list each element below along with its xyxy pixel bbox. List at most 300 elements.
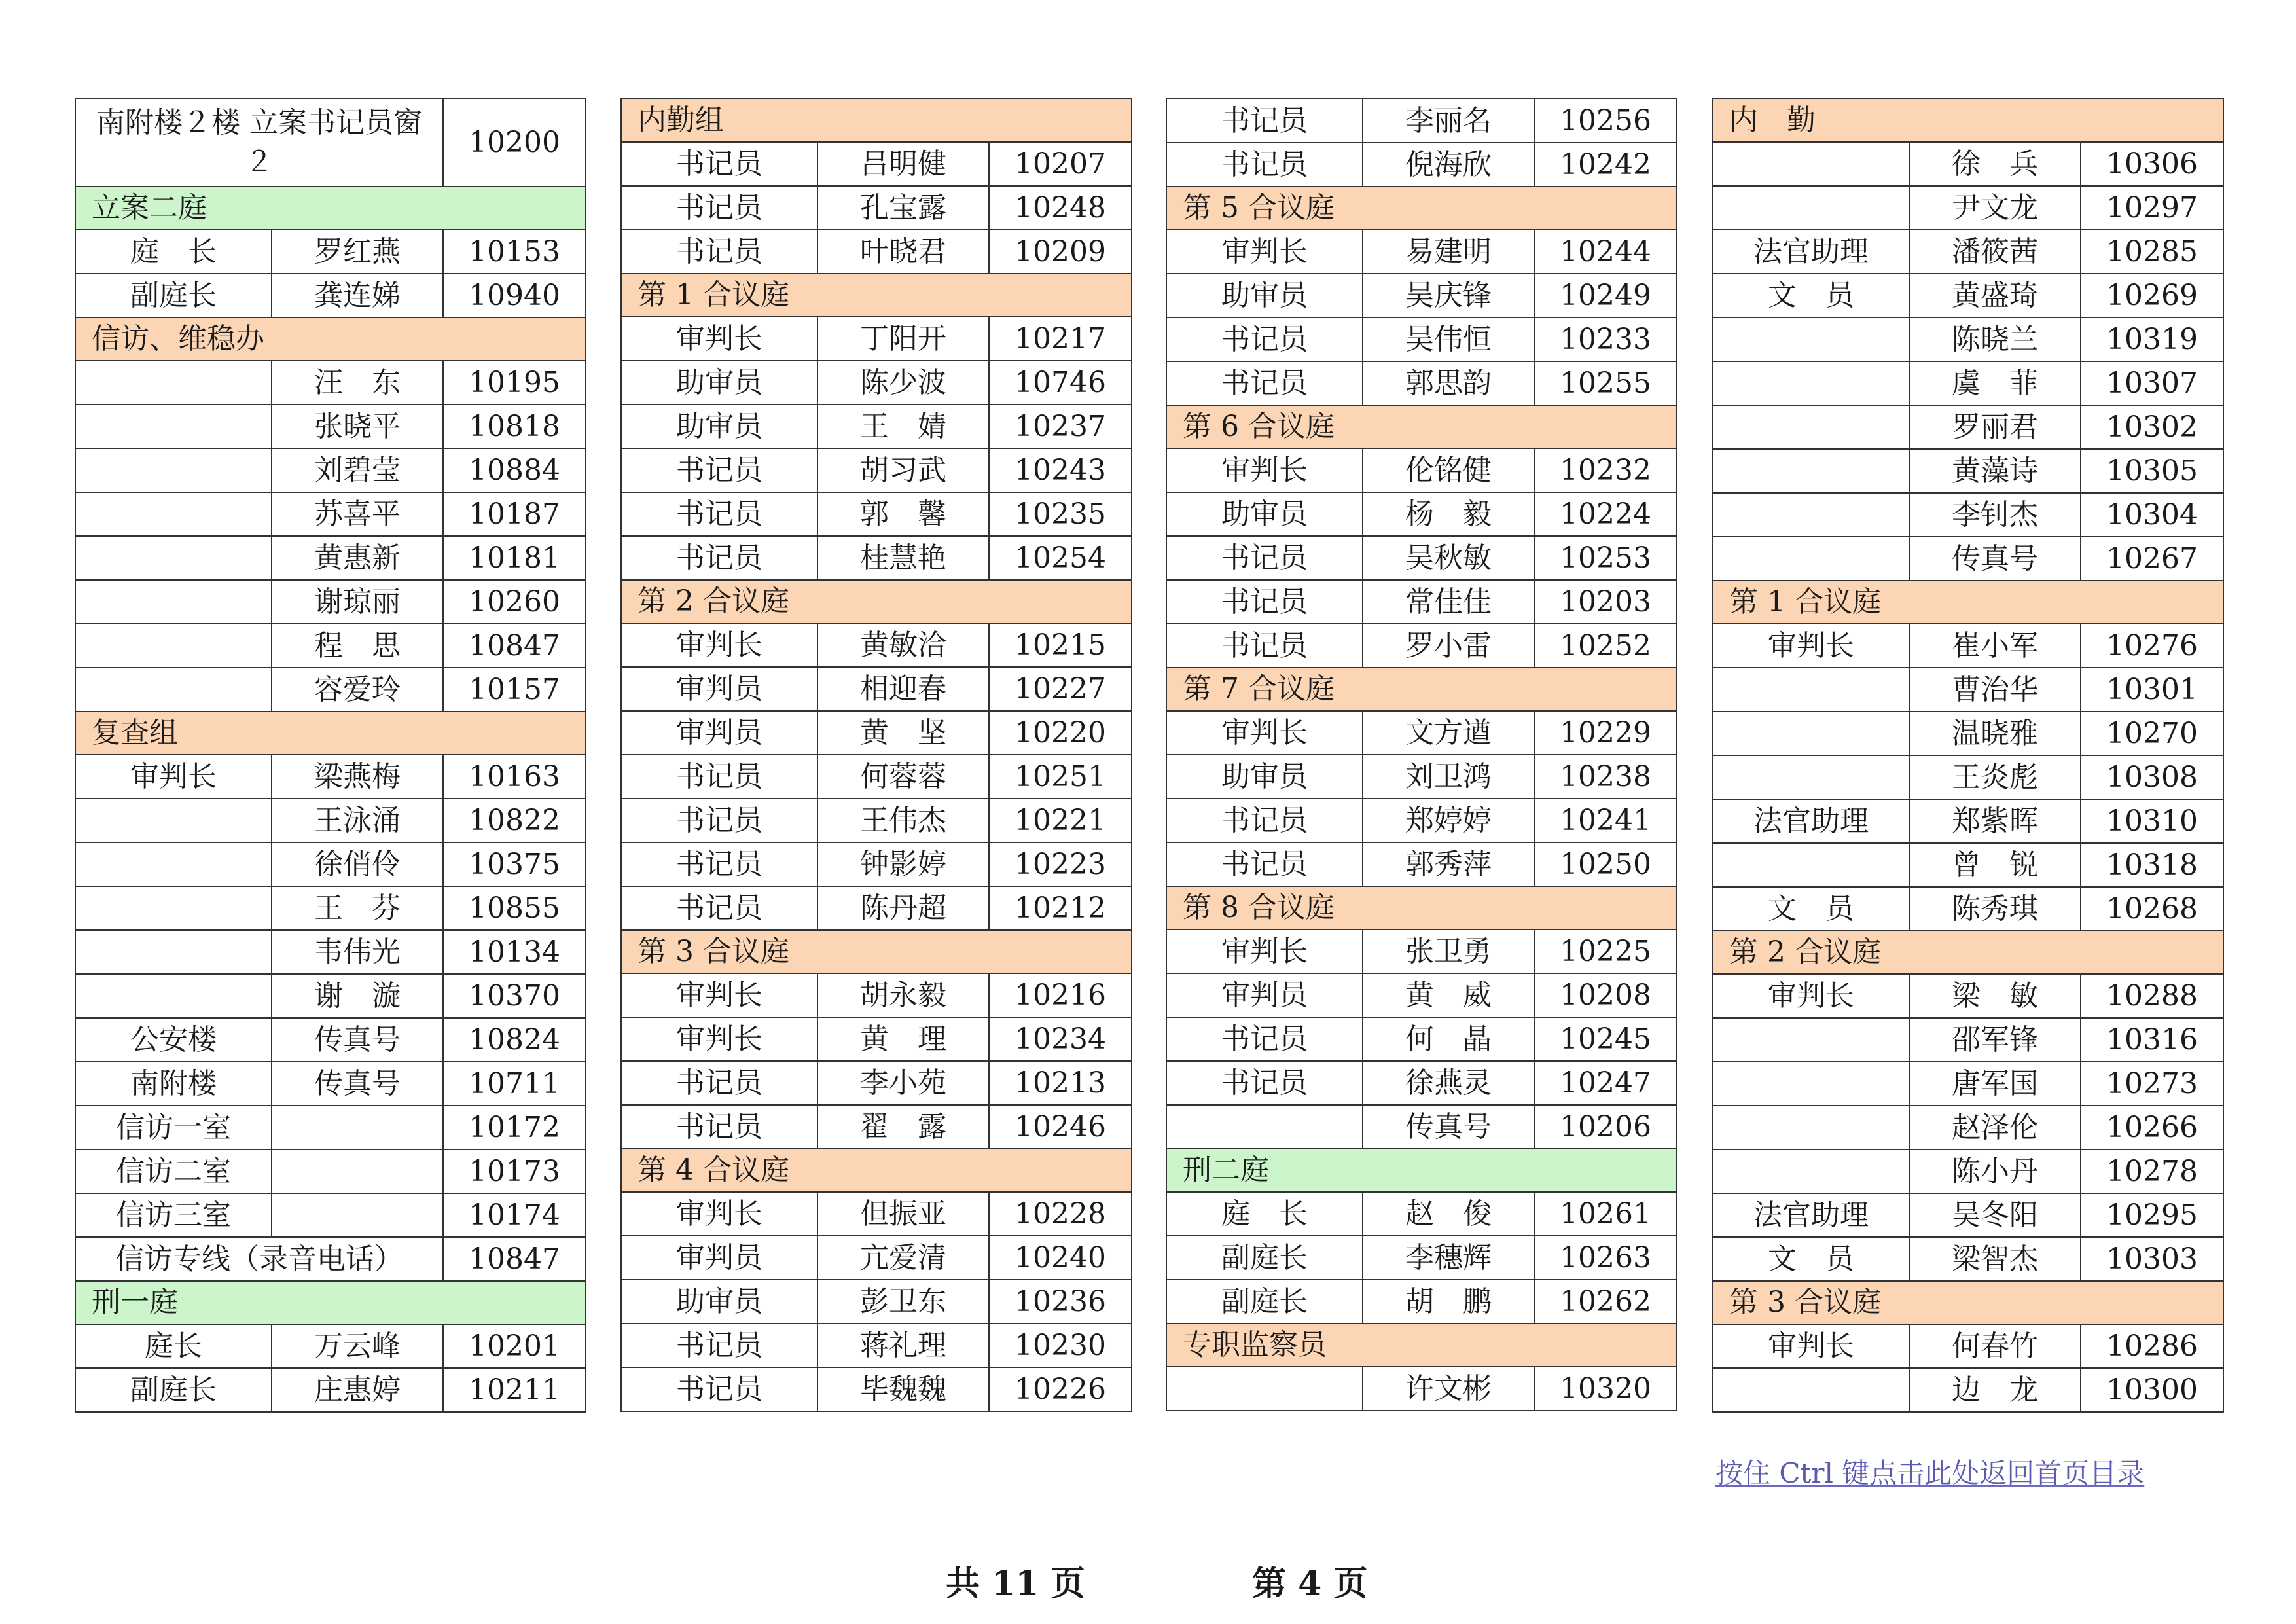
directory-row xyxy=(1166,1367,1677,1411)
directory-row xyxy=(621,230,1132,274)
directory-row xyxy=(1166,973,1677,1017)
directory-row xyxy=(1166,274,1677,317)
role-cell: 书记员 xyxy=(621,755,817,799)
extension-cell: 10200 xyxy=(443,99,586,187)
role-cell: 书记员 xyxy=(621,1061,817,1105)
name-cell: 梁智杰 xyxy=(1909,1237,2081,1281)
name-cell: 郭秀萍 xyxy=(1363,842,1534,886)
section-header-row xyxy=(75,1281,586,1324)
extension-cell: 10229 xyxy=(1534,711,1677,755)
directory-row xyxy=(1166,143,1677,187)
directory-row xyxy=(1166,1236,1677,1280)
directory-row xyxy=(1166,230,1677,274)
extension-cell: 10242 xyxy=(1534,143,1677,187)
role-cell: 信访二室 xyxy=(75,1149,272,1193)
directory-row xyxy=(75,842,586,886)
role-cell xyxy=(75,886,272,930)
extension-cell: 10244 xyxy=(1534,230,1677,274)
role-cell: 书记员 xyxy=(621,536,817,580)
name-cell: 黄 坚 xyxy=(817,711,989,755)
extension-cell: 10217 xyxy=(989,317,1132,361)
name-cell: 容爱玲 xyxy=(272,668,443,712)
name-cell: 伦铭健 xyxy=(1363,448,1534,492)
name-cell: 叶晓君 xyxy=(817,230,989,274)
section-header: 第 8 合议庭 xyxy=(1166,886,1677,929)
role-cell: 副庭长 xyxy=(75,1368,272,1412)
role-cell: 书记员 xyxy=(621,142,817,186)
extension-cell: 10243 xyxy=(989,448,1132,492)
extension-cell: 10278 xyxy=(2081,1149,2223,1193)
extension-cell: 10173 xyxy=(443,1149,586,1193)
name-cell: 传真号 xyxy=(1363,1105,1534,1149)
name-cell: 钟影婷 xyxy=(817,842,989,886)
directory-row xyxy=(1713,887,2223,931)
name-cell: 陈秀琪 xyxy=(1909,887,2081,931)
extension-cell: 10230 xyxy=(989,1324,1132,1367)
name-cell: 张晓平 xyxy=(272,405,443,448)
name-cell: 何 晶 xyxy=(1363,1017,1534,1061)
directory-row xyxy=(1166,842,1677,886)
section-header: 第 3 合议庭 xyxy=(621,930,1132,973)
role-cell: 法官助理 xyxy=(1713,799,1909,843)
location-cell: 南附楼２楼 立案书记员窗２ xyxy=(75,99,443,187)
name-cell: 郭 馨 xyxy=(817,492,989,536)
role-cell: 书记员 xyxy=(621,186,817,230)
name-cell: 程 思 xyxy=(272,624,443,668)
role-cell: 书记员 xyxy=(621,1367,817,1411)
name-cell: 郭思韵 xyxy=(1363,361,1534,405)
role-cell: 庭 长 xyxy=(1166,1192,1363,1236)
role-cell: 书记员 xyxy=(621,492,817,536)
role-cell: 书记员 xyxy=(1166,536,1363,580)
section-header-row xyxy=(1166,1149,1677,1192)
role-cell: 审判长 xyxy=(1166,448,1363,492)
extension-cell: 10288 xyxy=(2081,974,2223,1018)
role-cell xyxy=(75,536,272,580)
extension-cell: 10206 xyxy=(1534,1105,1677,1149)
role-cell xyxy=(75,799,272,842)
extension-cell: 10212 xyxy=(989,886,1132,930)
return-to-index-link[interactable]: 按住 Ctrl 键点击此处返回首页目录 xyxy=(1715,1457,2145,1489)
name-cell: 丁阳开 xyxy=(817,317,989,361)
name-cell: 李丽名 xyxy=(1363,99,1534,143)
directory-row xyxy=(1166,711,1677,755)
section-header: 第 2 合议庭 xyxy=(621,580,1132,623)
directory-row xyxy=(1166,580,1677,624)
role-cell: 助审员 xyxy=(621,1280,817,1324)
directory-row xyxy=(1713,1062,2223,1106)
name-cell: 梁 敏 xyxy=(1909,974,2081,1018)
name-cell: 黄 威 xyxy=(1363,973,1534,1017)
extension-cell: 10228 xyxy=(989,1192,1132,1236)
name-cell: 李穗辉 xyxy=(1363,1236,1534,1280)
role-cell xyxy=(75,974,272,1018)
name-cell: 梁燕梅 xyxy=(272,755,443,799)
role-cell: 审判长 xyxy=(1166,929,1363,973)
directory-row xyxy=(1166,1192,1677,1236)
directory-row xyxy=(621,1105,1132,1149)
name-cell: 吕明健 xyxy=(817,142,989,186)
extension-cell: 10227 xyxy=(989,667,1132,711)
directory-row xyxy=(75,274,586,317)
extension-cell: 10306 xyxy=(2081,142,2223,186)
role-cell: 助审员 xyxy=(621,361,817,405)
directory-row xyxy=(75,1106,586,1149)
role-cell: 审判员 xyxy=(621,711,817,755)
directory-row xyxy=(1166,1105,1677,1149)
section-header: 信访、维稳办 xyxy=(75,317,586,361)
name-cell: 李钊杰 xyxy=(1909,493,2081,537)
extension-cell: 10319 xyxy=(2081,317,2223,361)
name-cell: 唐军国 xyxy=(1909,1062,2081,1106)
role-cell: 审判员 xyxy=(621,667,817,711)
directory-row xyxy=(1713,799,2223,843)
directory-row xyxy=(621,1324,1132,1367)
directory-row xyxy=(75,974,586,1018)
name-cell: 亢爱清 xyxy=(817,1236,989,1280)
section-header: 复查组 xyxy=(75,712,586,755)
directory-row xyxy=(75,1368,586,1412)
role-cell: 书记员 xyxy=(1166,842,1363,886)
name-cell: 吴庆锋 xyxy=(1363,274,1534,317)
section-header: 第 4 合议庭 xyxy=(621,1149,1132,1192)
extension-cell: 10300 xyxy=(2081,1368,2223,1412)
extension-cell: 10285 xyxy=(2081,230,2223,274)
directory-column-1 xyxy=(75,98,586,1413)
role-cell: 书记员 xyxy=(1166,799,1363,842)
name-cell: 许文彬 xyxy=(1363,1367,1534,1411)
extension-cell: 10203 xyxy=(1534,580,1677,624)
name-cell: 吴秋敏 xyxy=(1363,536,1534,580)
directory-row xyxy=(621,405,1132,448)
role-cell: 书记员 xyxy=(1166,361,1363,405)
directory-row xyxy=(1166,492,1677,536)
extension-cell: 10223 xyxy=(989,842,1132,886)
section-header-row xyxy=(621,99,1132,142)
name-cell: 吴冬阳 xyxy=(1909,1193,2081,1237)
directory-row xyxy=(1166,448,1677,492)
directory-row xyxy=(1713,1368,2223,1412)
extension-cell: 10208 xyxy=(1534,973,1677,1017)
extension-cell: 10316 xyxy=(2081,1018,2223,1062)
role-cell xyxy=(75,580,272,624)
extension-cell: 10172 xyxy=(443,1106,586,1149)
name-cell: 陈少波 xyxy=(817,361,989,405)
directory-row xyxy=(75,668,586,712)
extension-cell: 10153 xyxy=(443,230,586,274)
section-header-row xyxy=(1713,931,2223,974)
role-cell xyxy=(1713,186,1909,230)
role-cell xyxy=(75,624,272,668)
name-cell: 传真号 xyxy=(272,1062,443,1106)
section-header-row xyxy=(1166,405,1677,448)
role-cell: 审判长 xyxy=(621,317,817,361)
extension-cell: 10310 xyxy=(2081,799,2223,843)
directory-row xyxy=(621,1367,1132,1411)
extension-cell: 10234 xyxy=(989,1017,1132,1061)
role-cell xyxy=(75,668,272,712)
directory-row xyxy=(75,930,586,974)
extension-cell: 10209 xyxy=(989,230,1132,274)
extension-cell: 10195 xyxy=(443,361,586,405)
section-header: 第 6 合议庭 xyxy=(1166,405,1677,448)
name-cell: 赵泽伦 xyxy=(1909,1106,2081,1149)
directory-row xyxy=(75,1018,586,1062)
directory-row xyxy=(621,1017,1132,1061)
name-cell: 罗红燕 xyxy=(272,230,443,274)
directory-row xyxy=(75,580,586,624)
name-cell: 胡 鹏 xyxy=(1363,1280,1534,1324)
directory-row xyxy=(75,799,586,842)
directory-row xyxy=(1713,317,2223,361)
extension-cell: 10245 xyxy=(1534,1017,1677,1061)
name-cell: 罗丽君 xyxy=(1909,405,2081,449)
name-cell: 温晓雅 xyxy=(1909,712,2081,755)
name-cell: 李小苑 xyxy=(817,1061,989,1105)
section-header-row xyxy=(621,930,1132,973)
directory-column-3 xyxy=(1166,98,1677,1411)
directory-row xyxy=(1713,1149,2223,1193)
name-cell: 毕魏魏 xyxy=(817,1367,989,1411)
name-cell xyxy=(272,1149,443,1193)
extension-cell: 10253 xyxy=(1534,536,1677,580)
name-cell xyxy=(272,1193,443,1237)
name-cell: 虞 菲 xyxy=(1909,361,2081,405)
role-cell: 审判长 xyxy=(621,623,817,667)
name-cell: 杨 毅 xyxy=(1363,492,1534,536)
extension-cell: 10240 xyxy=(989,1236,1132,1280)
directory-row xyxy=(1166,755,1677,799)
section-header-row xyxy=(1166,1324,1677,1367)
section-header-row xyxy=(1713,1281,2223,1324)
extension-cell: 10824 xyxy=(443,1018,586,1062)
extension-cell: 10247 xyxy=(1534,1061,1677,1105)
name-cell: 何蓉蓉 xyxy=(817,755,989,799)
role-cell xyxy=(1713,1149,1909,1193)
extension-cell: 10263 xyxy=(1534,1236,1677,1280)
directory-row xyxy=(621,361,1132,405)
directory-row xyxy=(75,405,586,448)
role-cell xyxy=(1166,1105,1363,1149)
directory-row xyxy=(75,99,586,187)
directory-row xyxy=(1166,799,1677,842)
name-cell: 黄敏洽 xyxy=(817,623,989,667)
directory-row xyxy=(75,1237,586,1281)
extension-cell: 10235 xyxy=(989,492,1132,536)
directory-row xyxy=(1166,536,1677,580)
name-cell: 黄藻诗 xyxy=(1909,449,2081,493)
total-pages-label: 共 11 页 xyxy=(946,1564,1085,1604)
role-cell: 书记员 xyxy=(621,230,817,274)
directory-row xyxy=(1166,1280,1677,1324)
section-header: 刑一庭 xyxy=(75,1281,586,1324)
name-cell: 孔宝露 xyxy=(817,186,989,230)
role-cell xyxy=(1713,361,1909,405)
role-cell: 副庭长 xyxy=(75,274,272,317)
extension-cell: 10233 xyxy=(1534,317,1677,361)
role-cell xyxy=(1713,1062,1909,1106)
directory-row xyxy=(621,973,1132,1017)
role-cell xyxy=(75,492,272,536)
directory-row xyxy=(621,886,1132,930)
role-cell: 信访一室 xyxy=(75,1106,272,1149)
name-cell: 黄 理 xyxy=(817,1017,989,1061)
extension-cell: 10301 xyxy=(2081,668,2223,712)
name-cell: 吴伟恒 xyxy=(1363,317,1534,361)
directory-row xyxy=(621,142,1132,186)
role-cell xyxy=(1713,755,1909,799)
name-cell: 崔小军 xyxy=(1909,624,2081,668)
extension-cell: 10236 xyxy=(989,1280,1132,1324)
name-cell: 边 龙 xyxy=(1909,1368,2081,1412)
role-cell xyxy=(1713,317,1909,361)
directory-row xyxy=(621,755,1132,799)
role-cell: 书记员 xyxy=(1166,580,1363,624)
role-cell: 书记员 xyxy=(1166,1061,1363,1105)
name-cell: 胡永毅 xyxy=(817,973,989,1017)
extension-cell: 10256 xyxy=(1534,99,1677,143)
role-cell: 书记员 xyxy=(1166,1017,1363,1061)
role-cell xyxy=(75,405,272,448)
section-header-row xyxy=(1166,886,1677,929)
extension-cell: 10213 xyxy=(989,1061,1132,1105)
directory-row xyxy=(621,623,1132,667)
extension-cell: 10163 xyxy=(443,755,586,799)
name-cell: 黄惠新 xyxy=(272,536,443,580)
section-header: 第 2 合议庭 xyxy=(1713,931,2223,974)
directory-row xyxy=(621,711,1132,755)
role-cell xyxy=(1713,1368,1909,1412)
directory-row xyxy=(621,492,1132,536)
role-cell: 公安楼 xyxy=(75,1018,272,1062)
directory-row xyxy=(621,667,1132,711)
directory-row xyxy=(1713,1324,2223,1368)
directory-row xyxy=(1713,186,2223,230)
role-cell: 法官助理 xyxy=(1713,230,1909,274)
name-cell: 潘筱茜 xyxy=(1909,230,2081,274)
section-header-row xyxy=(621,1149,1132,1192)
directory-row xyxy=(621,448,1132,492)
name-cell: 易建明 xyxy=(1363,230,1534,274)
name-cell: 常佳佳 xyxy=(1363,580,1534,624)
role-cell xyxy=(1713,537,1909,581)
extension-cell: 10241 xyxy=(1534,799,1677,842)
extension-cell: 10307 xyxy=(2081,361,2223,405)
role-cell: 书记员 xyxy=(621,1105,817,1149)
extension-cell: 10249 xyxy=(1534,274,1677,317)
extension-cell: 10232 xyxy=(1534,448,1677,492)
extension-cell: 10207 xyxy=(989,142,1132,186)
directory-row xyxy=(621,799,1132,842)
name-cell: 罗小雷 xyxy=(1363,624,1534,668)
role-cell: 审判长 xyxy=(1166,230,1363,274)
extension-cell: 10251 xyxy=(989,755,1132,799)
role-cell: 书记员 xyxy=(621,448,817,492)
directory-row xyxy=(75,1193,586,1237)
extension-cell: 10940 xyxy=(443,274,586,317)
extension-cell: 10157 xyxy=(443,668,586,712)
directory-row xyxy=(1713,974,2223,1018)
directory-row xyxy=(1713,274,2223,317)
section-header-row xyxy=(1166,187,1677,230)
section-header-row xyxy=(75,317,586,361)
extension-cell: 10303 xyxy=(2081,1237,2223,1281)
directory-row xyxy=(75,361,586,405)
directory-row xyxy=(1713,1018,2223,1062)
name-cell: 刘碧莹 xyxy=(272,448,443,492)
extension-cell: 10269 xyxy=(2081,274,2223,317)
role-cell: 审判长 xyxy=(1713,974,1909,1018)
name-cell: 彭卫东 xyxy=(817,1280,989,1324)
name-cell: 谢琼丽 xyxy=(272,580,443,624)
name-cell: 文方遒 xyxy=(1363,711,1534,755)
name-cell: 胡习武 xyxy=(817,448,989,492)
directory-row xyxy=(1713,537,2223,581)
name-cell: 曾 锐 xyxy=(1909,843,2081,887)
directory-row xyxy=(1713,668,2223,712)
role-cell xyxy=(1713,405,1909,449)
extension-cell: 10261 xyxy=(1534,1192,1677,1236)
role-cell: 审判长 xyxy=(621,1017,817,1061)
name-cell: 庄惠婷 xyxy=(272,1368,443,1412)
section-header: 第 7 合议庭 xyxy=(1166,668,1677,711)
directory-row xyxy=(1713,1106,2223,1149)
section-header: 刑二庭 xyxy=(1166,1149,1677,1192)
role-cell xyxy=(1713,1106,1909,1149)
directory-row xyxy=(75,1324,586,1368)
name-cell: 倪海欣 xyxy=(1363,143,1534,187)
directory-row xyxy=(1713,1193,2223,1237)
role-cell: 文 员 xyxy=(1713,887,1909,931)
extension-cell: 10250 xyxy=(1534,842,1677,886)
extension-cell: 10286 xyxy=(2081,1324,2223,1368)
name-cell: 王 婧 xyxy=(817,405,989,448)
name-cell: 传真号 xyxy=(272,1018,443,1062)
extension-cell: 10847 xyxy=(443,624,586,668)
role-cell xyxy=(1713,1018,1909,1062)
role-cell xyxy=(1713,142,1909,186)
role-cell: 审判长 xyxy=(621,1192,817,1236)
role-cell: 审判员 xyxy=(621,1236,817,1280)
role-cell: 助审员 xyxy=(1166,755,1363,799)
role-cell: 副庭长 xyxy=(1166,1280,1363,1324)
role-cell xyxy=(75,361,272,405)
extension-cell: 10215 xyxy=(989,623,1132,667)
name-cell: 郑紫晖 xyxy=(1909,799,2081,843)
directory-row xyxy=(1166,99,1677,143)
role-cell xyxy=(75,930,272,974)
extension-cell: 10254 xyxy=(989,536,1132,580)
extension-cell: 10201 xyxy=(443,1324,586,1368)
role-cell: 审判长 xyxy=(1713,1324,1909,1368)
name-cell: 汪 东 xyxy=(272,361,443,405)
role-cell: 副庭长 xyxy=(1166,1236,1363,1280)
directory-row xyxy=(1166,1061,1677,1105)
directory-column-4 xyxy=(1712,98,2224,1413)
name-cell: 龚连娣 xyxy=(272,274,443,317)
extension-cell: 10818 xyxy=(443,405,586,448)
name-cell: 桂慧艳 xyxy=(817,536,989,580)
extension-cell: 10711 xyxy=(443,1062,586,1106)
role-cell: 审判长 xyxy=(1166,711,1363,755)
extension-cell: 10246 xyxy=(989,1105,1132,1149)
role-cell: 书记员 xyxy=(1166,624,1363,668)
name-cell: 尹文龙 xyxy=(1909,186,2081,230)
section-header-row xyxy=(1713,581,2223,624)
current-page-label: 第 4 页 xyxy=(1252,1564,1368,1604)
role-cell: 文 员 xyxy=(1713,1237,1909,1281)
role-cell: 书记员 xyxy=(621,1324,817,1367)
